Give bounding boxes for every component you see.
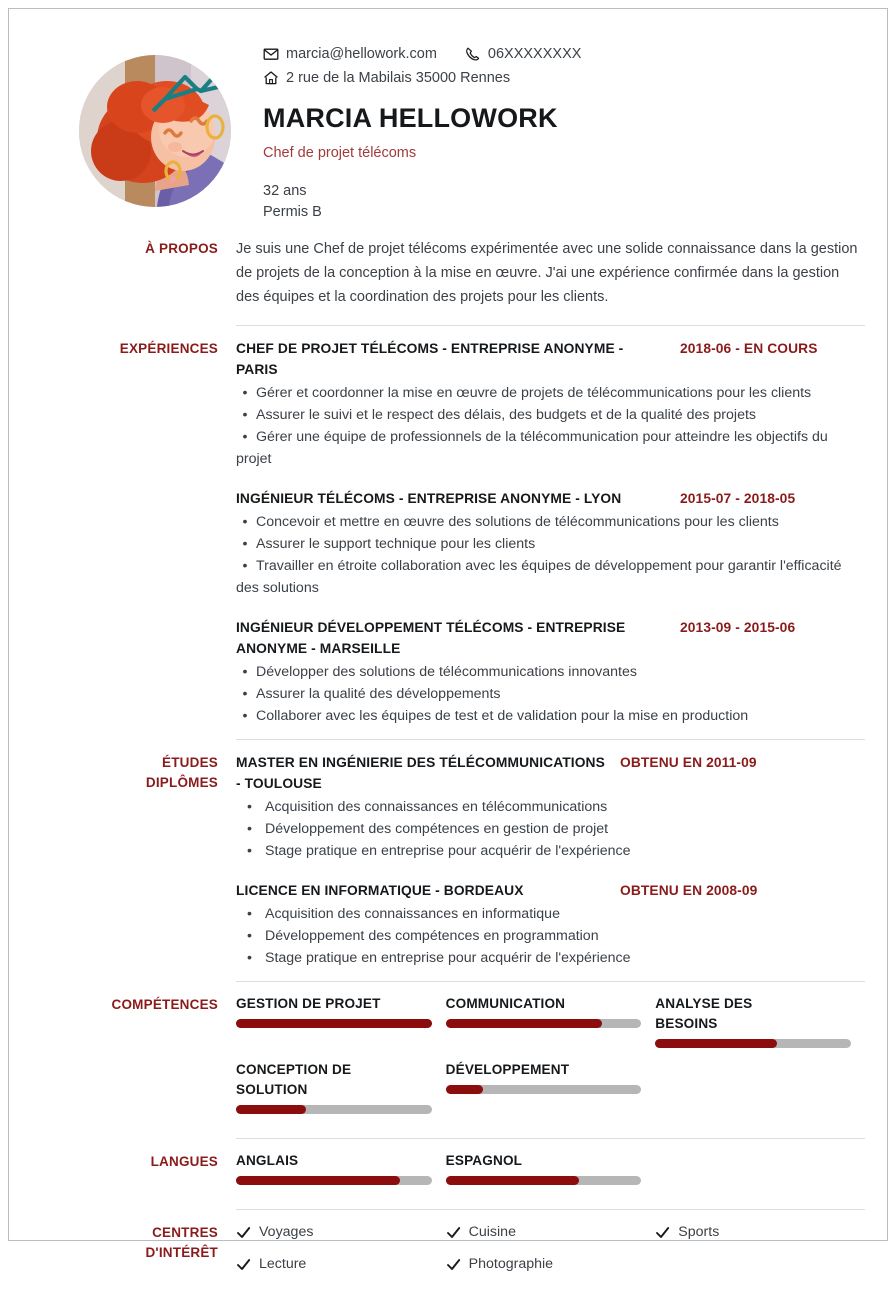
skill-bar-track xyxy=(655,1039,851,1048)
check-icon xyxy=(236,1257,251,1272)
bullet-item: • Assurer la qualité des développements xyxy=(236,683,865,705)
section-experiences xyxy=(9,325,887,739)
check-icon xyxy=(655,1225,670,1240)
experience-date: 2013-09 - 2015-06 xyxy=(680,620,796,636)
bullet-item: • Stage pratique en entreprise pour acquérir de l'expérience xyxy=(236,947,865,969)
experience-title: CHEF DE PROJET TÉLÉCOMS - ENTREPRISE ANONYME - PARIS xyxy=(236,341,624,378)
experience-head xyxy=(236,488,865,509)
language-name: ESPAGNOL xyxy=(445,1153,523,1169)
skill-bar-fill xyxy=(236,1105,306,1114)
personal-details xyxy=(263,181,865,223)
experience-bullets xyxy=(236,661,865,727)
home-icon xyxy=(263,70,279,86)
education-date: OBTENU EN 2008-09 xyxy=(620,883,758,899)
interest-item xyxy=(655,1222,865,1242)
education-entry xyxy=(236,880,865,969)
interest-label: Sports xyxy=(678,1224,720,1241)
experience-head xyxy=(236,338,865,380)
skill-bar-track xyxy=(236,1019,432,1028)
section-skills xyxy=(9,981,887,1138)
skill-item xyxy=(446,1060,656,1114)
cv-inner xyxy=(9,9,887,1298)
interest-item xyxy=(236,1222,446,1242)
interests-label-line2: D'INTÉRÊT xyxy=(145,1245,218,1261)
bullet-item: • Gérer et coordonner la mise en œuvre de projets de télécommunications pour les clients xyxy=(236,382,865,404)
interest-label: Voyages xyxy=(259,1224,314,1241)
skill-name: ANALYSE DES BESOINS xyxy=(655,996,753,1032)
language-bar-fill xyxy=(446,1176,579,1185)
experience-date: 2018-06 - EN COURS xyxy=(680,341,818,357)
languages-content xyxy=(236,1138,865,1209)
section-label-languages: LANGUES xyxy=(150,1154,218,1170)
experience-bullets xyxy=(236,511,865,599)
about-text: Je suis une Chef de projet télécoms expérimentée avec une solide connaissance dans la gestion de projets de la conception à la mise en œuvre. J'ai une expérience confirmée dans la gestion des équipes et la coordination des projets pour les clients. xyxy=(236,241,858,306)
languages-grid xyxy=(236,1151,865,1197)
skill-item xyxy=(236,1060,446,1114)
bullet-item: • Acquisition des connaissances en informatique xyxy=(236,903,865,925)
skill-name: DÉVELOPPEMENT xyxy=(445,1062,570,1078)
skill-name: CONCEPTION DE SOLUTION xyxy=(236,1062,352,1098)
contact-line-2 xyxy=(263,67,865,89)
email-text: marcia@hellowork.com xyxy=(286,46,437,62)
header-main xyxy=(231,37,865,223)
section-label-interests xyxy=(31,1209,236,1263)
section-label-skills: COMPÉTENCES xyxy=(111,997,218,1013)
bullet-item: • Stage pratique en entreprise pour acquérir de l'expérience xyxy=(236,840,865,862)
skill-bar-fill xyxy=(655,1039,776,1048)
education-content xyxy=(236,739,865,981)
page-title: MARCIA HELLOWORK xyxy=(263,103,558,133)
age-text: 32 ans xyxy=(263,183,307,200)
address-item xyxy=(263,67,510,89)
skill-name: GESTION DE PROJET xyxy=(236,996,381,1012)
language-bar-track xyxy=(236,1176,432,1185)
experience-date: 2015-07 - 2018-05 xyxy=(680,491,796,507)
skills-grid xyxy=(236,994,865,1126)
check-icon xyxy=(446,1225,461,1240)
bullet-item: • Collaborer avec les équipes de test et de validation pour la mise en production xyxy=(236,705,865,727)
interest-label: Cuisine xyxy=(468,1224,516,1241)
experience-entry xyxy=(236,488,865,599)
bullet-item: • Acquisition des connaissances en télécommunications xyxy=(236,796,865,818)
contact-line-1 xyxy=(263,43,865,65)
language-bar-track xyxy=(446,1176,642,1185)
interest-item xyxy=(236,1254,446,1274)
avatar-column xyxy=(79,37,231,207)
language-name: ANGLAIS xyxy=(236,1153,299,1169)
experience-title: INGÉNIEUR TÉLÉCOMS - ENTREPRISE ANONYME - LYON xyxy=(236,491,622,507)
bullet-item: • Gérer une équipe de professionnels de la télécommunication pour atteindre les objectifs du projet xyxy=(236,426,865,470)
interests-content xyxy=(236,1209,865,1298)
about-content xyxy=(236,237,865,325)
skills-content xyxy=(236,981,865,1138)
interests-grid xyxy=(236,1222,865,1286)
cv-page xyxy=(8,8,888,1273)
phone-icon xyxy=(465,46,481,62)
check-icon xyxy=(236,1225,251,1240)
skill-item xyxy=(236,994,446,1048)
interests-label-line1: CENTRES xyxy=(152,1225,218,1241)
job-title: Chef de projet télécoms xyxy=(263,145,417,162)
interest-item xyxy=(446,1222,656,1242)
education-bullets xyxy=(236,903,865,969)
bullet-item: • Concevoir et mettre en œuvre des solutions de télécommunications pour les clients xyxy=(236,511,865,533)
education-label-line2: DIPLÔMES xyxy=(145,775,218,791)
skill-item xyxy=(655,994,865,1048)
language-item xyxy=(236,1151,446,1185)
address-text: 2 rue de la Mabilais 35000 Rennes xyxy=(286,70,511,86)
skill-bar-fill xyxy=(446,1019,603,1028)
bullet-item: • Assurer le suivi et le respect des délais, des budgets et de la qualité des projets xyxy=(236,404,865,426)
experiences-content xyxy=(236,325,865,739)
section-languages xyxy=(9,1138,887,1209)
education-entry xyxy=(236,752,865,862)
skill-item xyxy=(446,994,656,1048)
education-head xyxy=(236,752,865,794)
bullet-item: • Travailler en étroite collaboration avec les équipes de développement pour garantir l'efficacité des solutions xyxy=(236,555,865,599)
section-interests xyxy=(9,1209,887,1298)
bullet-item: • Développement des compétences en programmation xyxy=(236,925,865,947)
section-about xyxy=(9,237,887,325)
cv-header xyxy=(9,9,887,223)
interest-item xyxy=(446,1254,656,1274)
education-label-line1: ÉTUDES xyxy=(162,755,218,771)
skill-bar-fill xyxy=(236,1019,432,1028)
bullet-item: • Assurer le support technique pour les clients xyxy=(236,533,865,555)
section-label-about: À PROPOS xyxy=(145,241,218,257)
section-label-experiences: EXPÉRIENCES xyxy=(119,341,218,357)
skill-name: COMMUNICATION xyxy=(445,996,566,1012)
experience-bullets xyxy=(236,382,865,470)
skill-bar-track xyxy=(446,1019,642,1028)
envelope-icon xyxy=(263,46,279,62)
check-icon xyxy=(446,1257,461,1272)
interest-label: Lecture xyxy=(259,1256,307,1273)
education-bullets xyxy=(236,796,865,862)
skill-bar-track xyxy=(236,1105,432,1114)
bullet-item: • Développer des solutions de télécommunications innovantes xyxy=(236,661,865,683)
education-head xyxy=(236,880,865,901)
experience-entry xyxy=(236,338,865,470)
experience-head xyxy=(236,617,865,659)
avatar xyxy=(79,55,231,207)
interest-label: Photographie xyxy=(468,1256,554,1273)
experience-entry xyxy=(236,617,865,727)
skill-bar-track xyxy=(446,1085,642,1094)
bullet-item: • Développement des compétences en gestion de projet xyxy=(236,818,865,840)
skill-bar-fill xyxy=(446,1085,483,1094)
license-text: Permis B xyxy=(263,204,322,221)
education-title: MASTER EN INGÉNIERIE DES TÉLÉCOMMUNICATIONS - TOULOUSE xyxy=(236,755,605,792)
education-title: LICENCE EN INFORMATIQUE - BORDEAUX xyxy=(236,883,524,899)
phone-item[interactable] xyxy=(465,43,582,65)
experience-title: INGÉNIEUR DÉVELOPPEMENT TÉLÉCOMS - ENTREPRISE ANONYME - MARSEILLE xyxy=(236,620,626,657)
phone-text: 06XXXXXXXX xyxy=(487,46,582,62)
language-bar-fill xyxy=(236,1176,400,1185)
education-date: OBTENU EN 2011-09 xyxy=(620,755,757,771)
section-label-education xyxy=(31,739,236,793)
language-item xyxy=(446,1151,656,1185)
section-education xyxy=(9,739,887,981)
email-item[interactable] xyxy=(263,43,437,65)
